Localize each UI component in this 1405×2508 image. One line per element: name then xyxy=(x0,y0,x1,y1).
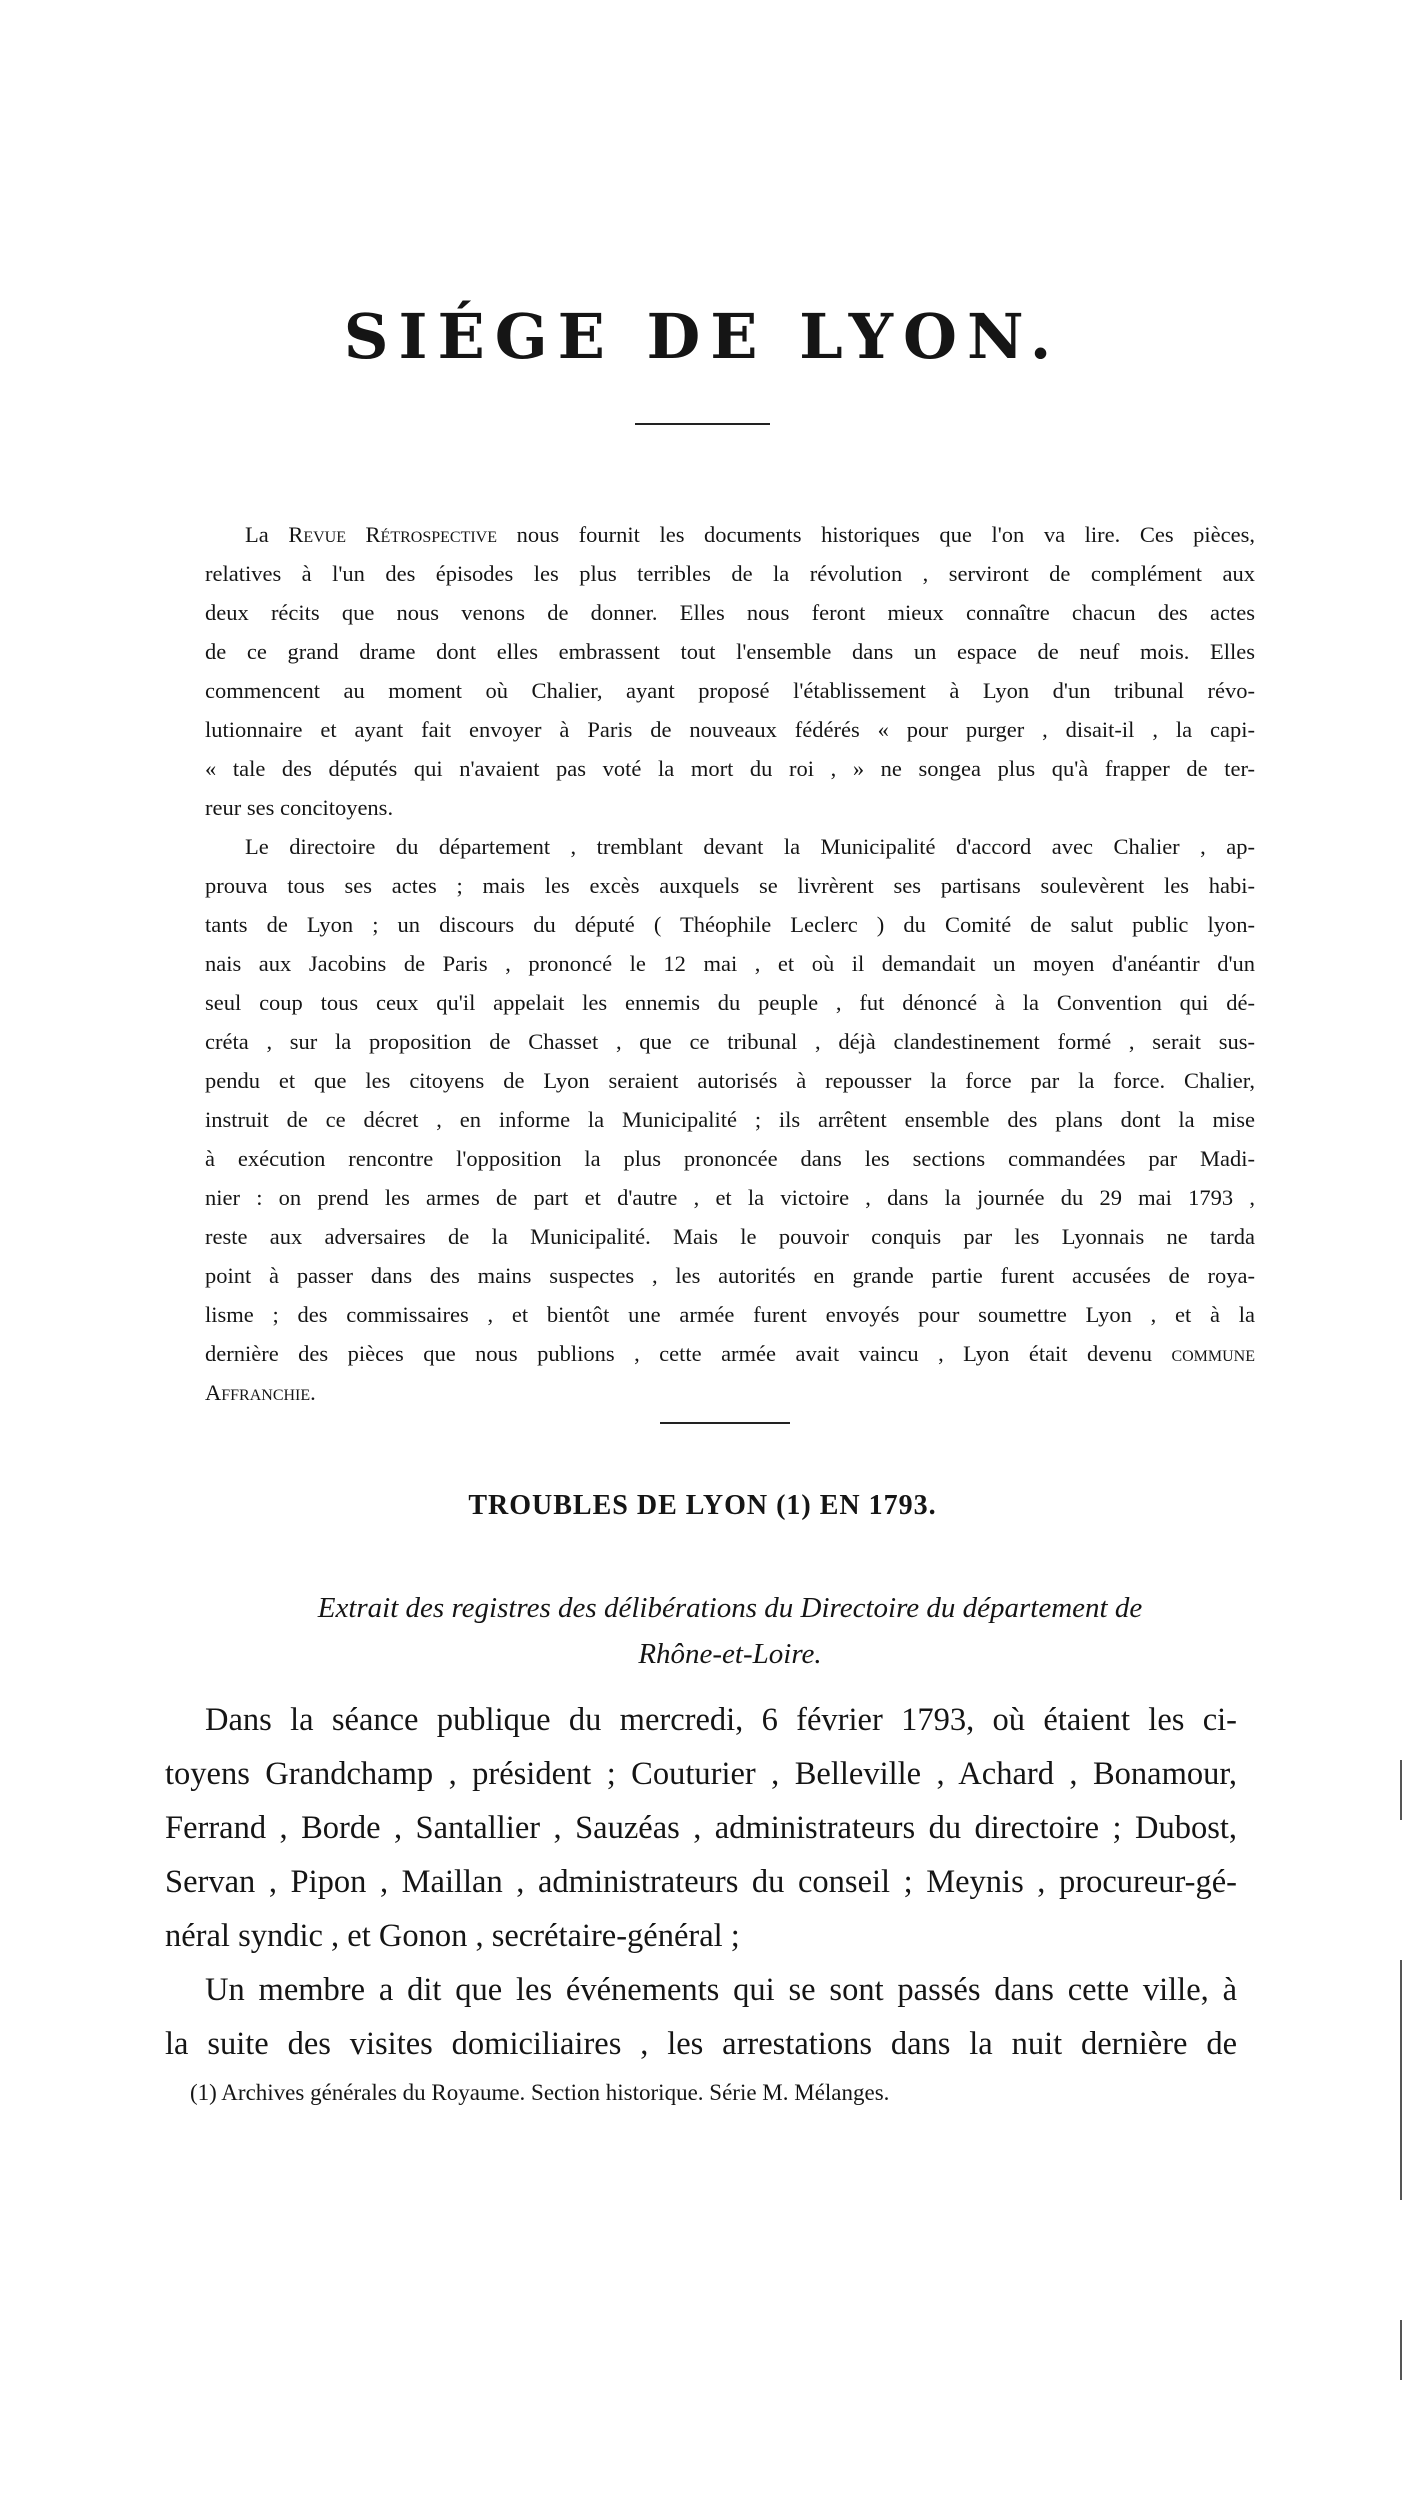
footnote: (1) Archives générales du Royaume. Section historique. Série M. Mélanges. xyxy=(190,2080,890,2105)
intro-line: nais aux Jacobins de Paris , prononcé le 12 mai , et où il demandait un moyen d'anéantir d'un xyxy=(205,951,1255,976)
intro-line: La Revue Rétrospective nous fournit les documents historiques que l'on va lire. Ces pièces, xyxy=(245,522,1256,547)
intro-line: prouva tous ses actes ; mais les excès auxquels se livrèrent ses partisans soulevèrent les habi- xyxy=(205,873,1255,898)
body-line: Dans la séance publique du mercredi, 6 février 1793, où étaient les ci- xyxy=(205,1702,1237,1738)
section-rule xyxy=(660,1422,790,1424)
page-edge-mark xyxy=(1400,2320,1402,2380)
body-line: toyens Grandchamp , président ; Couturier , Belleville , Achard , Bonamour, xyxy=(165,1756,1237,1792)
intro-line: « tale des députés qui n'avaient pas voté la mort du roi , » ne songea plus qu'à frapper de ter- xyxy=(205,756,1255,781)
intro-line: seul coup tous ceux qu'il appelait les ennemis du peuple , fut dénoncé à la Convention qui dé- xyxy=(205,990,1255,1015)
intro-line: dernière des pièces que nous publions , cette armée avait vaincu , Lyon était devenu commune xyxy=(205,1341,1255,1366)
section-heading: TROUBLES DE LYON (1) EN 1793. xyxy=(468,1490,937,1521)
intro-line: Le directoire du département , tremblant devant la Municipalité d'accord avec Chalier , ap- xyxy=(245,834,1255,859)
intro-line: à exécution rencontre l'opposition la plus prononcée dans les sections commandées par Madi- xyxy=(205,1146,1255,1171)
intro-line: tants de Lyon ; un discours du député ( Théophile Leclerc ) du Comité de salut public lyon- xyxy=(205,912,1255,937)
body-line: Un membre a dit que les événements qui se sont passés dans cette ville, à xyxy=(205,1972,1237,2008)
intro-line: de ce grand drame dont elles embrassent tout l'ensemble dans un espace de neuf mois. Elles xyxy=(205,639,1255,664)
intro-line: créta , sur la proposition de Chasset , que ce tribunal , déjà clandestinement formé , serait sus- xyxy=(205,1029,1255,1054)
extract-line: Rhône-et-Loire. xyxy=(638,1638,822,1670)
body-line: Ferrand , Borde , Santallier , Sauzéas , administrateurs du directoire ; Dubost, xyxy=(165,1810,1237,1846)
intro-line: deux récits que nous venons de donner. Elles nous feront mieux connaître chacun des actes xyxy=(205,600,1255,625)
body-line: Servan , Pipon , Maillan , administrateurs du conseil ; Meynis , procureur-gé- xyxy=(165,1864,1237,1900)
body-paragraphs xyxy=(165,1693,1237,2071)
title-rule xyxy=(635,423,770,425)
intro-line: Affranchie. xyxy=(205,1380,316,1405)
intro-line: reur ses concitoyens. xyxy=(205,795,394,820)
intro-paragraphs xyxy=(205,515,1255,1412)
intro-line: pendu et que les citoyens de Lyon seraient autorisés à repousser la force par la force. Chalier, xyxy=(205,1068,1255,1093)
intro-line: instruit de ce décret , en informe la Municipalité ; ils arrêtent ensemble des plans dont la mise xyxy=(205,1107,1255,1132)
intro-line: reste aux adversaires de la Municipalité. Mais le pouvoir conquis par les Lyonnais ne tarda xyxy=(205,1224,1255,1249)
body-line: la suite des visites domiciliaires , les arrestations dans la nuit dernière de xyxy=(165,2026,1237,2062)
body-line: néral syndic , et Gonon , secrétaire-général ; xyxy=(165,1918,740,1954)
extract-line: Extrait des registres des délibérations du Directoire du département de xyxy=(317,1592,1143,1624)
intro-line: nier : on prend les armes de part et d'autre , et la victoire , dans la journée du 29 mai 1793 , xyxy=(205,1185,1255,1210)
page-edge-mark xyxy=(1400,1760,1402,1820)
intro-line: point à passer dans des mains suspectes , les autorités en grande partie furent accusées de roya- xyxy=(205,1263,1255,1288)
intro-line: relatives à l'un des épisodes les plus terribles de la révolution , serviront de complément aux xyxy=(205,561,1255,586)
page-title: SIÉGE DE LYON. xyxy=(343,300,1062,373)
intro-line: lisme ; des commissaires , et bientôt une armée furent envoyés pour soumettre Lyon , et à la xyxy=(205,1302,1255,1327)
intro-line: lutionnaire et ayant fait envoyer à Paris de nouveaux fédérés « pour purger , disait-il , la capi- xyxy=(205,717,1255,742)
extract-heading xyxy=(205,1585,1255,1677)
page-edge-mark xyxy=(1400,1960,1402,2200)
intro-line: commencent au moment où Chalier, ayant proposé l'établissement à Lyon d'un tribunal révo- xyxy=(205,678,1255,703)
